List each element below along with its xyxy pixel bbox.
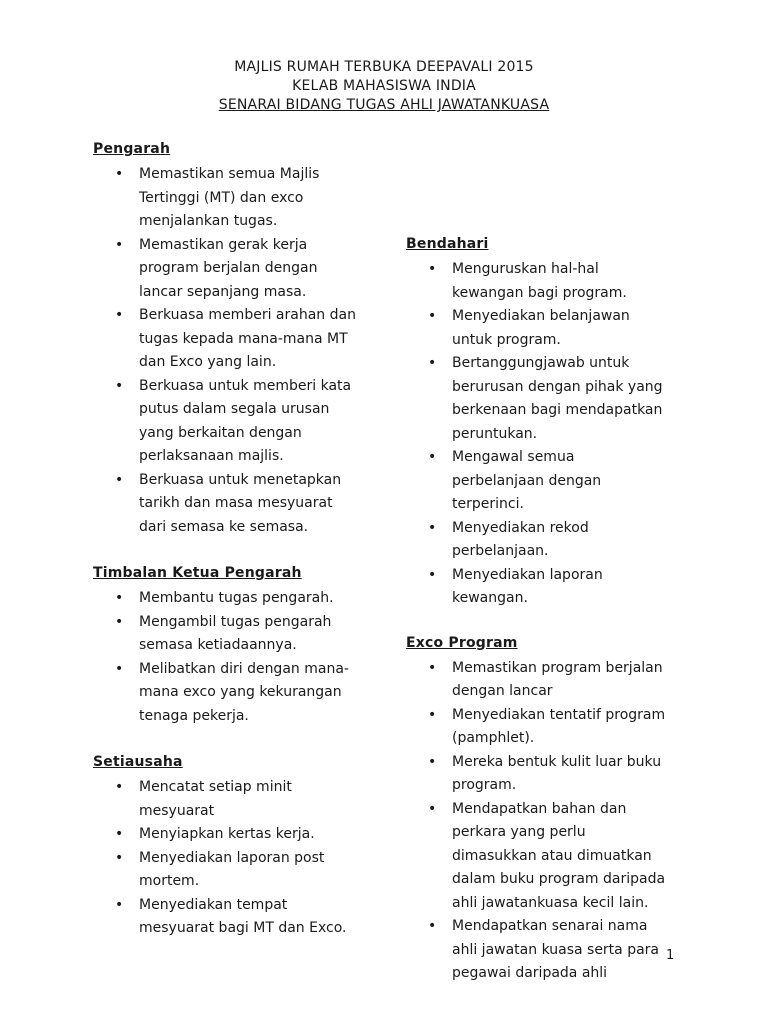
section-heading: Timbalan Ketua Pengarah: [93, 565, 302, 581]
list-item-text: Menyediakan tentatif program (pamphlet).: [452, 706, 666, 746]
left-column: [93, 139, 393, 941]
list-item: [93, 163, 393, 234]
list-item: [93, 587, 393, 611]
duty-list: [93, 163, 393, 539]
duty-list: [406, 258, 706, 611]
bullet-icon: •: [115, 826, 124, 842]
bullet-icon: •: [115, 166, 124, 182]
bullet-icon: •: [115, 613, 124, 630]
list-item: [93, 776, 393, 823]
duty-list: [93, 776, 393, 941]
list-item-text: Memastikan semua Majlis Tertinggi (MT) dan exco menjalankan tugas.: [139, 166, 320, 229]
bullet-icon: •: [428, 800, 437, 817]
title-line-event: MAJLIS RUMAH TERBUKA DEEPAVALI 2015: [234, 59, 534, 75]
bullet-icon: •: [115, 849, 124, 866]
bullet-icon: •: [428, 566, 437, 583]
bullet-icon: •: [428, 659, 437, 676]
list-item-text: Menyediakan laporan post mortem.: [139, 849, 325, 889]
section-heading: Setiausaha: [93, 754, 183, 770]
list-item: [406, 704, 706, 751]
title-line-list: SENARAI BIDANG TUGAS AHLI JAWATANKUASA: [218, 97, 550, 113]
list-item: [406, 915, 706, 986]
list-item-text: Memastikan program berjalan dengan lancar: [452, 659, 663, 699]
title-line-club: KELAB MAHASISWA INDIA: [292, 78, 476, 94]
duty-list: [93, 587, 393, 728]
duty-list: [406, 657, 706, 986]
list-item-text: Mereka bentuk kulit luar buku program.: [452, 753, 662, 793]
list-item-text: Mendapatkan bahan dan perkara yang perlu dimasukkan atau dimuatkan dalam buku program daripada ahli jawatankuasa kecil lain.: [452, 800, 666, 911]
bullet-icon: •: [115, 236, 124, 253]
bullet-icon: •: [115, 471, 124, 488]
bullet-icon: •: [115, 307, 124, 323]
section-timbalan-ketua-pengarah: [93, 563, 393, 728]
list-item-text: Menyiapkan kertas kerja.: [139, 826, 315, 842]
section-pengarah: [93, 139, 393, 539]
list-item: [406, 352, 706, 446]
list-item: [93, 894, 393, 941]
section-exco-program: [406, 633, 706, 986]
list-item-text: Mengawal semua perbelanjaan dengan terperinci.: [452, 449, 602, 512]
list-item-text: Berkuasa memberi arahan dan tugas kepada mana-mana MT dan Exco yang lain.: [139, 307, 356, 370]
document-title: [0, 58, 768, 115]
list-item: [406, 657, 706, 704]
list-item-text: Menyediakan belanjawan untuk program.: [452, 308, 630, 348]
list-item-text: Menguruskan hal-hal kewangan bagi program.: [452, 261, 627, 301]
list-item-text: Berkuasa untuk menetapkan tarikh dan masa mesyuarat dari semasa ke semasa.: [139, 471, 342, 535]
bullet-icon: •: [428, 753, 437, 770]
list-item: [406, 446, 706, 517]
list-item: [93, 658, 393, 729]
bullet-icon: •: [115, 660, 124, 677]
bullet-icon: •: [115, 896, 124, 913]
section-bendahari: [406, 234, 706, 611]
bullet-icon: •: [428, 918, 437, 934]
list-item-text: Bertanggungjawab untuk berurusan dengan pihak yang berkenaan bagi mendapatkan peruntukan.: [452, 355, 663, 442]
list-item: [406, 798, 706, 916]
list-item: [406, 751, 706, 798]
list-item-text: Memastikan gerak kerja program berjalan dengan lancar sepanjang masa.: [139, 236, 318, 300]
list-item-text: Berkuasa untuk memberi kata putus dalam segala urusan yang berkaitan dengan perlaksanaan majlis.: [139, 377, 352, 464]
list-item: [93, 611, 393, 658]
list-item: [406, 258, 706, 305]
bullet-icon: •: [428, 261, 437, 277]
bullet-icon: •: [115, 377, 124, 394]
list-item: [93, 823, 393, 847]
section-setiausaha: [93, 752, 393, 941]
bullet-icon: •: [115, 590, 124, 606]
list-item: [93, 234, 393, 305]
list-item: [93, 375, 393, 469]
bullet-icon: •: [428, 449, 437, 465]
list-item: [406, 564, 706, 611]
list-item-text: Membantu tugas pengarah.: [139, 590, 334, 606]
section-heading: Exco Program: [406, 634, 518, 651]
bullet-icon: •: [428, 706, 437, 723]
list-item-text: Melibatkan diri dengan mana- mana exco yang kekurangan tenaga pekerja.: [139, 660, 349, 724]
list-item-text: Mengambil tugas pengarah semasa ketiadaannya.: [139, 613, 332, 653]
bullet-icon: •: [115, 779, 124, 795]
list-item-text: Menyediakan tempat mesyuarat bagi MT dan Exco.: [139, 896, 347, 936]
section-heading: Bendahari: [406, 236, 489, 252]
list-item: [406, 517, 706, 564]
right-column: [406, 234, 706, 986]
page-number: 1: [666, 948, 675, 963]
list-item-text: Menyediakan laporan kewangan.: [452, 566, 603, 606]
bullet-icon: •: [428, 355, 437, 371]
list-item-text: Menyediakan rekod perbelanjaan.: [452, 519, 589, 559]
list-item: [93, 847, 393, 894]
list-item: [93, 304, 393, 375]
list-item: [93, 469, 393, 540]
list-item: [406, 305, 706, 352]
list-item-text: Mendapatkan senarai nama ahli jawatan kuasa serta para pegawai daripada ahli: [452, 918, 660, 981]
list-item-text: Mencatat setiap minit mesyuarat: [139, 779, 292, 819]
bullet-icon: •: [428, 308, 437, 324]
section-heading: Pengarah: [93, 141, 171, 157]
bullet-icon: •: [428, 519, 437, 536]
